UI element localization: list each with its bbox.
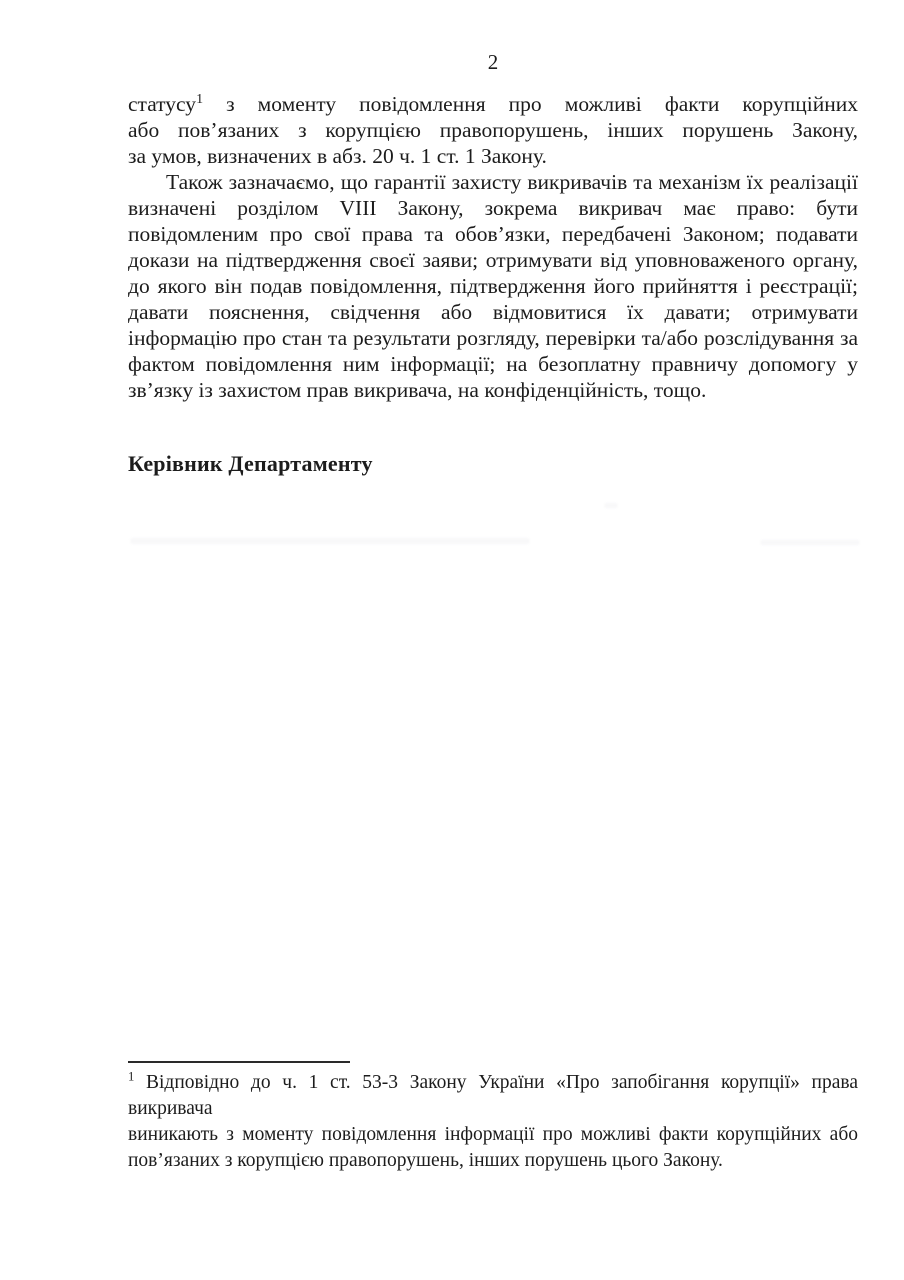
text-line: фактом повідомлення ним інформації; на безоплатну правничу допомогу у [128, 352, 858, 376]
paragraph-2 [128, 169, 858, 403]
body-text [128, 91, 858, 403]
text-line: або пов’язаних з корупцією правопорушень, інших порушень Закону, [128, 118, 858, 142]
signature-title: Керівник Департаменту [128, 451, 373, 476]
faint-scan-artifact [130, 538, 530, 544]
footnote-line: виникають з моменту повідомлення інформації про можливі факти корупційних або [128, 1124, 858, 1145]
footnote-line [128, 1070, 858, 1122]
text-line [128, 91, 858, 117]
page-number: 2 [487, 50, 499, 74]
text-line: визначені розділом VIII Закону, зокрема викривач має право: бути [128, 196, 858, 220]
text-line: інформацію про стан та результати розгляду, перевірки та/або розслідування за [128, 326, 858, 350]
faint-scan-artifact [604, 503, 618, 508]
text-line: повідомленим про свої права та обов’язки, передбачені Законом; подавати [128, 222, 858, 246]
footnote-number: 1 [128, 1069, 135, 1084]
footnote [128, 1070, 858, 1174]
text-line: Також зазначаємо, що гарантії захисту викривачів та механізм їх реалізації [166, 170, 858, 194]
paragraph-1 [128, 91, 858, 169]
text-segment: з моменту повідомлення про можливі факти корупційних [203, 92, 858, 116]
text-line: за умов, визначених в абз. 20 ч. 1 ст. 1 Закону. [128, 144, 547, 168]
text-line: зв’язку із захистом прав викривача, на конфіденційність, тощо. [128, 378, 707, 402]
footnote-reference-mark: 1 [196, 91, 204, 107]
text-line: до якого він подав повідомлення, підтвердження його прийняття і реєстрації; [128, 274, 858, 298]
text-line: докази на підтвердження своєї заяви; отримувати від уповноваженого органу, [128, 248, 858, 272]
faint-scan-artifact [760, 540, 860, 545]
text-segment: статусу [128, 92, 197, 116]
footnote-divider [128, 1061, 350, 1063]
footnote-line: пов’язаних з корупцією правопорушень, інших порушень цього Закону. [128, 1150, 723, 1171]
text-line: давати пояснення, свідчення або відмовитися їх давати; отримувати [128, 300, 858, 324]
text-segment: Відповідно до ч. 1 ст. 53-3 Закону України «Про запобігання корупції» права викривача [128, 1072, 858, 1119]
